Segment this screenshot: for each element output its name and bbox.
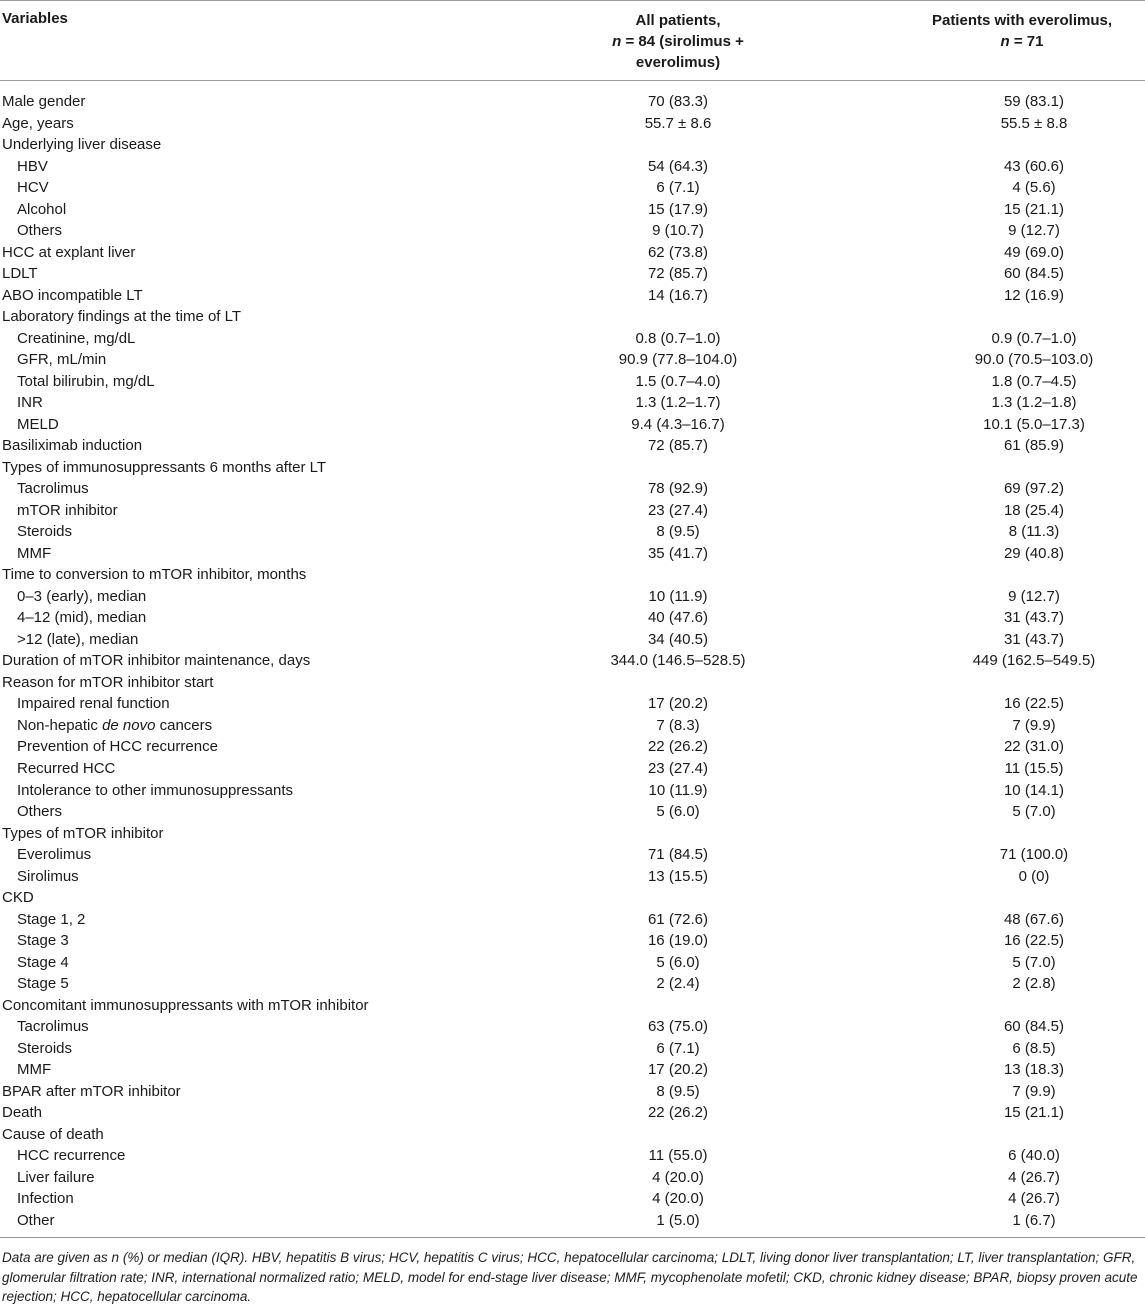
variable-cell	[17, 521, 72, 543]
table-row	[0, 607, 1145, 629]
all-patients-cell: 5 (6.0)	[656, 803, 700, 821]
variable-cell	[17, 952, 69, 974]
table-row	[0, 887, 1145, 909]
all-patients-cell: 71 (84.5)	[647, 846, 709, 864]
variable-cell	[2, 306, 241, 328]
variable-label: INR	[17, 394, 43, 412]
everolimus-cell: 15 (21.1)	[1003, 200, 1065, 218]
everolimus-cell: 7 (9.9)	[1012, 716, 1056, 734]
table-row	[0, 780, 1145, 802]
variable-label: Stage 3	[17, 932, 69, 950]
everolimus-cell: 16 (22.5)	[1003, 695, 1065, 713]
everolimus-cell: 5 (7.0)	[1012, 953, 1056, 971]
variable-cell	[17, 973, 69, 995]
table-row	[0, 930, 1145, 952]
variable-cell	[17, 607, 146, 629]
variable-label: Basiliximab induction	[2, 437, 143, 455]
variable-cell	[17, 1188, 74, 1210]
variable-label: Laboratory findings at the time of LT	[2, 308, 242, 326]
table-row	[0, 435, 1145, 457]
header-all-patients-line2	[520, 31, 836, 52]
table-row	[0, 242, 1145, 264]
variable-label: HCC recurrence	[17, 1147, 126, 1165]
header-variables: Variables	[2, 10, 68, 27]
variable-label: Types of mTOR inhibitor	[2, 824, 164, 842]
everolimus-cell: 7 (9.9)	[1012, 1082, 1056, 1100]
variable-label: Steroids	[17, 1039, 73, 1057]
variable-label-italic: de novo	[102, 716, 156, 734]
variable-cell	[2, 263, 38, 285]
everolimus-cell: 60 (84.5)	[1003, 1018, 1065, 1036]
table-row	[0, 866, 1145, 888]
everolimus-cell: 12 (16.9)	[1003, 286, 1065, 304]
table-header	[0, 1, 1145, 81]
variable-cell	[17, 586, 146, 608]
header-all-patients-n: n	[612, 33, 622, 50]
variable-label: Total bilirubin, mg/dL	[17, 372, 155, 390]
variable-cell	[17, 349, 106, 371]
variable-label: Underlying liver disease	[2, 136, 162, 154]
all-patients-cell: 7 (8.3)	[656, 716, 700, 734]
all-patients-cell: 8 (9.5)	[656, 1082, 700, 1100]
header-everolimus-n: n	[1000, 33, 1010, 50]
all-patients-cell: 14 (16.7)	[647, 286, 709, 304]
everolimus-cell: 1 (6.7)	[1012, 1211, 1056, 1229]
all-patients-cell: 70 (83.3)	[647, 93, 709, 110]
variable-cell	[17, 199, 66, 221]
all-patients-cell: 78 (92.9)	[647, 480, 709, 498]
variable-cell	[2, 242, 135, 264]
variable-label: ABO incompatible LT	[2, 286, 143, 304]
all-patients-cell: 9.4 (4.3–16.7)	[631, 415, 725, 433]
everolimus-cell: 6 (8.5)	[1012, 1039, 1056, 1057]
all-patients-cell: 63 (75.0)	[647, 1018, 709, 1036]
header-all-patients-line3: everolimus)	[635, 54, 721, 71]
everolimus-cell: 43 (60.6)	[1003, 157, 1065, 175]
table-row	[0, 952, 1145, 974]
variable-label: Non-hepatic	[17, 716, 103, 734]
variable-label: MMF	[17, 544, 52, 562]
variable-label: HBV	[17, 157, 48, 175]
table-row	[0, 134, 1145, 156]
variable-label: Death	[2, 1104, 43, 1122]
variable-cell	[17, 780, 293, 802]
variable-label: 0–3 (early), median	[17, 587, 147, 605]
variable-label: BPAR after mTOR inhibitor	[2, 1082, 181, 1100]
variable-label: Cause of death	[2, 1125, 104, 1143]
table-row	[0, 736, 1145, 758]
variable-label: LDLT	[2, 265, 38, 283]
variable-cell	[2, 134, 161, 156]
header-all-patients-line1: All patients,	[635, 12, 721, 29]
header-everolimus-line1: Patients with everolimus,	[931, 12, 1113, 29]
variable-label: Stage 4	[17, 953, 69, 971]
header-everolimus-line2	[900, 31, 1144, 52]
everolimus-cell: 0 (0)	[1018, 867, 1050, 885]
everolimus-cell: 9 (12.7)	[1008, 222, 1060, 240]
all-patients-cell: 35 (41.7)	[647, 544, 709, 562]
everolimus-cell: 5 (7.0)	[1012, 803, 1056, 821]
variable-label: Intolerance to other immunosuppressants	[17, 781, 293, 799]
variable-label: Infection	[17, 1190, 74, 1208]
all-patients-cell: 34 (40.5)	[647, 630, 709, 648]
table-row	[0, 758, 1145, 780]
all-patients-cell: 344.0 (146.5–528.5)	[610, 652, 746, 670]
all-patients-cell: 72 (85.7)	[647, 437, 709, 455]
everolimus-cell: 71 (100.0)	[999, 846, 1069, 864]
everolimus-cell: 90.0 (70.5–103.0)	[974, 351, 1094, 369]
variable-label: Steroids	[17, 523, 73, 541]
all-patients-cell: 90.9 (77.8–104.0)	[618, 351, 738, 369]
variable-cell	[2, 1124, 104, 1146]
table-row	[0, 564, 1145, 586]
everolimus-cell: 10.1 (5.0–17.3)	[983, 415, 1085, 433]
all-patients-cell: 23 (27.4)	[647, 501, 709, 519]
everolimus-cell: 29 (40.8)	[1003, 544, 1065, 562]
all-patients-cell: 22 (26.2)	[647, 738, 709, 756]
variable-cell	[17, 758, 115, 780]
variable-label: Stage 1, 2	[17, 910, 86, 928]
everolimus-cell: 2 (2.8)	[1012, 975, 1056, 993]
variable-cell	[17, 1210, 55, 1232]
all-patients-cell: 16 (19.0)	[647, 932, 709, 950]
everolimus-cell: 9 (12.7)	[1008, 587, 1060, 605]
everolimus-cell: 4 (26.7)	[1008, 1168, 1060, 1186]
variable-cell	[17, 1059, 51, 1081]
table-footnote: Data are given as n (%) or median (IQR). HBV, hepatitis B virus; HCV, hepatitis C virus; HCC, hepatocellular carcinoma; LDLT, living donor liver transplantation; LT, liver transplantation; GFR, glomerular filtration rate; INR, international normalized ratio; MELD, model for end-stage liver disease; MMF, mycophenolate mofetil; CKD, chronic kidney disease; BPAR, biopsy proven acute rejection; HCC, hepatocellular carcinoma.	[2, 1250, 1138, 1305]
variable-cell	[17, 500, 118, 522]
table-row	[0, 1081, 1145, 1103]
all-patients-cell: 8 (9.5)	[656, 523, 700, 541]
header-all-patients	[520, 10, 836, 73]
variable-cell	[2, 435, 142, 457]
variable-cell	[17, 909, 85, 931]
variable-cell	[2, 1102, 42, 1124]
everolimus-cell: 61 (85.9)	[1003, 437, 1065, 455]
all-patients-cell: 9 (10.7)	[652, 222, 704, 240]
variable-cell	[17, 1016, 89, 1038]
table-row	[0, 1167, 1145, 1189]
table-row	[0, 1016, 1145, 1038]
everolimus-cell: 22 (31.0)	[1003, 738, 1065, 756]
variable-cell	[17, 866, 79, 888]
variable-cell	[17, 220, 62, 242]
everolimus-cell: 8 (11.3)	[1008, 523, 1060, 541]
all-patients-cell: 4 (20.0)	[652, 1168, 704, 1186]
table-row	[0, 156, 1145, 178]
variable-cell	[2, 457, 326, 479]
variable-cell	[17, 543, 51, 565]
table-row	[0, 543, 1145, 565]
variable-label: Male gender	[2, 93, 86, 110]
variable-label: Sirolimus	[17, 867, 79, 885]
variable-label: Tacrolimus	[17, 1018, 89, 1036]
variable-label: Reason for mTOR inhibitor start	[2, 673, 214, 691]
all-patients-cell: 61 (72.6)	[647, 910, 709, 928]
variable-cell	[2, 995, 369, 1017]
variable-cell	[17, 801, 62, 823]
table-row	[0, 457, 1145, 479]
table-row	[0, 392, 1145, 414]
table-row	[0, 629, 1145, 651]
all-patients-cell: 10 (11.9)	[648, 781, 708, 799]
everolimus-cell: 55.5 ± 8.8	[1000, 114, 1068, 132]
all-patients-cell: 5 (6.0)	[656, 953, 700, 971]
variable-label: CKD	[2, 889, 34, 907]
all-patients-cell: 6 (7.1)	[656, 179, 700, 197]
all-patients-cell: 10 (11.9)	[648, 587, 708, 605]
variable-cell	[17, 1038, 72, 1060]
all-patients-cell: 15 (17.9)	[647, 200, 709, 218]
variable-label: mTOR inhibitor	[17, 501, 118, 519]
table-row	[0, 177, 1145, 199]
table-row	[0, 220, 1145, 242]
variable-label: Duration of mTOR inhibitor maintenance, days	[2, 652, 311, 670]
table-row	[0, 91, 1145, 113]
everolimus-cell: 48 (67.6)	[1003, 910, 1065, 928]
all-patients-cell: 17 (20.2)	[647, 695, 709, 713]
everolimus-cell: 31 (43.7)	[1003, 630, 1065, 648]
variable-cell	[17, 736, 218, 758]
everolimus-cell: 6 (40.0)	[1008, 1147, 1060, 1165]
table-row	[0, 1102, 1145, 1124]
table-row	[0, 285, 1145, 307]
variable-label: Impaired renal function	[17, 695, 170, 713]
header-everolimus-patients	[900, 10, 1144, 52]
variable-cell	[17, 478, 89, 500]
table-row	[0, 823, 1145, 845]
variable-label: Alcohol	[17, 200, 67, 218]
everolimus-cell: 1.8 (0.7–4.5)	[991, 372, 1077, 390]
table-row	[0, 715, 1145, 737]
everolimus-cell: 16 (22.5)	[1003, 932, 1065, 950]
variable-cell	[17, 177, 49, 199]
table-row	[0, 349, 1145, 371]
table-row	[0, 693, 1145, 715]
table-row	[0, 521, 1145, 543]
variable-cell	[17, 156, 48, 178]
everolimus-cell: 60 (84.5)	[1003, 265, 1065, 283]
table-row	[0, 1038, 1145, 1060]
all-patients-cell: 6 (7.1)	[656, 1039, 700, 1057]
table-row	[0, 1210, 1145, 1232]
all-patients-cell: 11 (55.0)	[648, 1147, 708, 1165]
variable-cell	[17, 715, 212, 737]
variable-cell	[17, 1167, 95, 1189]
everolimus-cell: 4 (26.7)	[1008, 1190, 1060, 1208]
all-patients-cell: 1 (5.0)	[656, 1211, 700, 1229]
variable-cell	[17, 930, 69, 952]
table-row	[0, 371, 1145, 393]
variable-label: Creatinine, mg/dL	[17, 329, 136, 347]
variable-label: MMF	[17, 1061, 52, 1079]
table-row	[0, 414, 1145, 436]
table-row	[0, 1124, 1145, 1146]
variable-cell	[2, 564, 306, 586]
variable-label: 4–12 (mid), median	[17, 609, 147, 627]
everolimus-cell: 49 (69.0)	[1003, 243, 1065, 261]
table-row	[0, 844, 1145, 866]
variable-label: Age, years	[2, 114, 74, 132]
variable-cell	[17, 371, 155, 393]
everolimus-cell: 1.3 (1.2–1.8)	[991, 394, 1077, 412]
table-row	[0, 478, 1145, 500]
all-patients-cell: 4 (20.0)	[652, 1190, 704, 1208]
variable-label: >12 (late), median	[17, 630, 139, 648]
all-patients-cell: 23 (27.4)	[647, 759, 709, 777]
everolimus-cell: 13 (18.3)	[1003, 1061, 1065, 1079]
variable-label-rest: cancers	[155, 716, 213, 734]
all-patients-cell: 62 (73.8)	[647, 243, 709, 261]
variable-cell	[2, 1081, 181, 1103]
everolimus-cell: 69 (97.2)	[1003, 480, 1065, 498]
table-row	[0, 328, 1145, 350]
everolimus-cell: 0.9 (0.7–1.0)	[991, 329, 1077, 347]
all-patients-cell: 40 (47.6)	[647, 609, 709, 627]
table-row	[0, 263, 1145, 285]
variable-cell	[17, 844, 91, 866]
table-row	[0, 909, 1145, 931]
variable-label: Liver failure	[17, 1168, 95, 1186]
variable-cell	[2, 650, 310, 672]
table-row	[0, 672, 1145, 694]
variable-label: Recurred HCC	[17, 759, 116, 777]
variable-label: HCV	[17, 179, 49, 197]
variable-cell	[2, 672, 213, 694]
everolimus-cell: 4 (5.6)	[1012, 179, 1056, 197]
variable-label: Other	[17, 1211, 55, 1229]
table-row	[0, 995, 1145, 1017]
variable-label: Everolimus	[17, 846, 92, 864]
table-row	[0, 199, 1145, 221]
variable-cell	[2, 887, 34, 909]
table-row	[0, 113, 1145, 135]
variable-label: MELD	[17, 415, 59, 433]
variable-cell	[2, 91, 85, 113]
table-body	[0, 81, 1145, 1231]
variable-cell	[17, 693, 170, 715]
everolimus-cell: 15 (21.1)	[1003, 1104, 1065, 1122]
all-patients-cell: 1.5 (0.7–4.0)	[635, 372, 721, 390]
variable-cell	[17, 629, 138, 651]
variable-cell	[17, 1145, 125, 1167]
all-patients-cell: 55.7 ± 8.6	[644, 114, 712, 132]
table-row	[0, 586, 1145, 608]
table-row	[0, 1145, 1145, 1167]
variable-label: Time to conversion to mTOR inhibitor, months	[2, 566, 307, 584]
everolimus-cell: 11 (15.5)	[1004, 759, 1064, 777]
all-patients-cell: 2 (2.4)	[656, 975, 700, 993]
variable-label: HCC at explant liver	[2, 243, 136, 261]
variable-label: Concomitant immunosuppressants with mTOR inhibitor	[2, 996, 369, 1014]
all-patients-cell: 1.3 (1.2–1.7)	[635, 394, 721, 412]
table-row	[0, 973, 1145, 995]
everolimus-cell: 59 (83.1)	[1003, 93, 1065, 110]
header-all-patients-count: = 84 (sirolimus +	[621, 33, 744, 50]
variable-cell	[17, 328, 135, 350]
table-row	[0, 650, 1145, 672]
variable-label: Tacrolimus	[17, 480, 89, 498]
variable-label: Others	[17, 803, 63, 821]
variable-label: Prevention of HCC recurrence	[17, 738, 218, 756]
table-row	[0, 1188, 1145, 1210]
all-patients-cell: 0.8 (0.7–1.0)	[635, 329, 721, 347]
everolimus-cell: 449 (162.5–549.5)	[972, 652, 1096, 670]
variable-label: Stage 5	[17, 975, 69, 993]
everolimus-cell: 31 (43.7)	[1003, 609, 1065, 627]
variable-label: Others	[17, 222, 63, 240]
variable-cell	[17, 414, 59, 436]
table-row	[0, 306, 1145, 328]
all-patients-cell: 22 (26.2)	[647, 1104, 709, 1122]
variable-label: Types of immunosuppressants 6 months after LT	[2, 458, 327, 476]
all-patients-cell: 13 (15.5)	[647, 867, 709, 885]
variable-cell	[17, 392, 43, 414]
table-row	[0, 801, 1145, 823]
variable-cell	[2, 113, 74, 135]
all-patients-cell: 54 (64.3)	[647, 157, 709, 175]
variable-cell	[2, 285, 143, 307]
header-everolimus-count: = 71	[1009, 33, 1044, 50]
all-patients-cell: 17 (20.2)	[647, 1061, 709, 1079]
table-row	[0, 1059, 1145, 1081]
variable-label: GFR, mL/min	[17, 351, 107, 369]
table-row	[0, 500, 1145, 522]
all-patients-cell: 72 (85.7)	[647, 265, 709, 283]
variable-cell	[2, 823, 163, 845]
everolimus-cell: 18 (25.4)	[1003, 501, 1065, 519]
everolimus-cell: 10 (14.1)	[1003, 781, 1065, 799]
